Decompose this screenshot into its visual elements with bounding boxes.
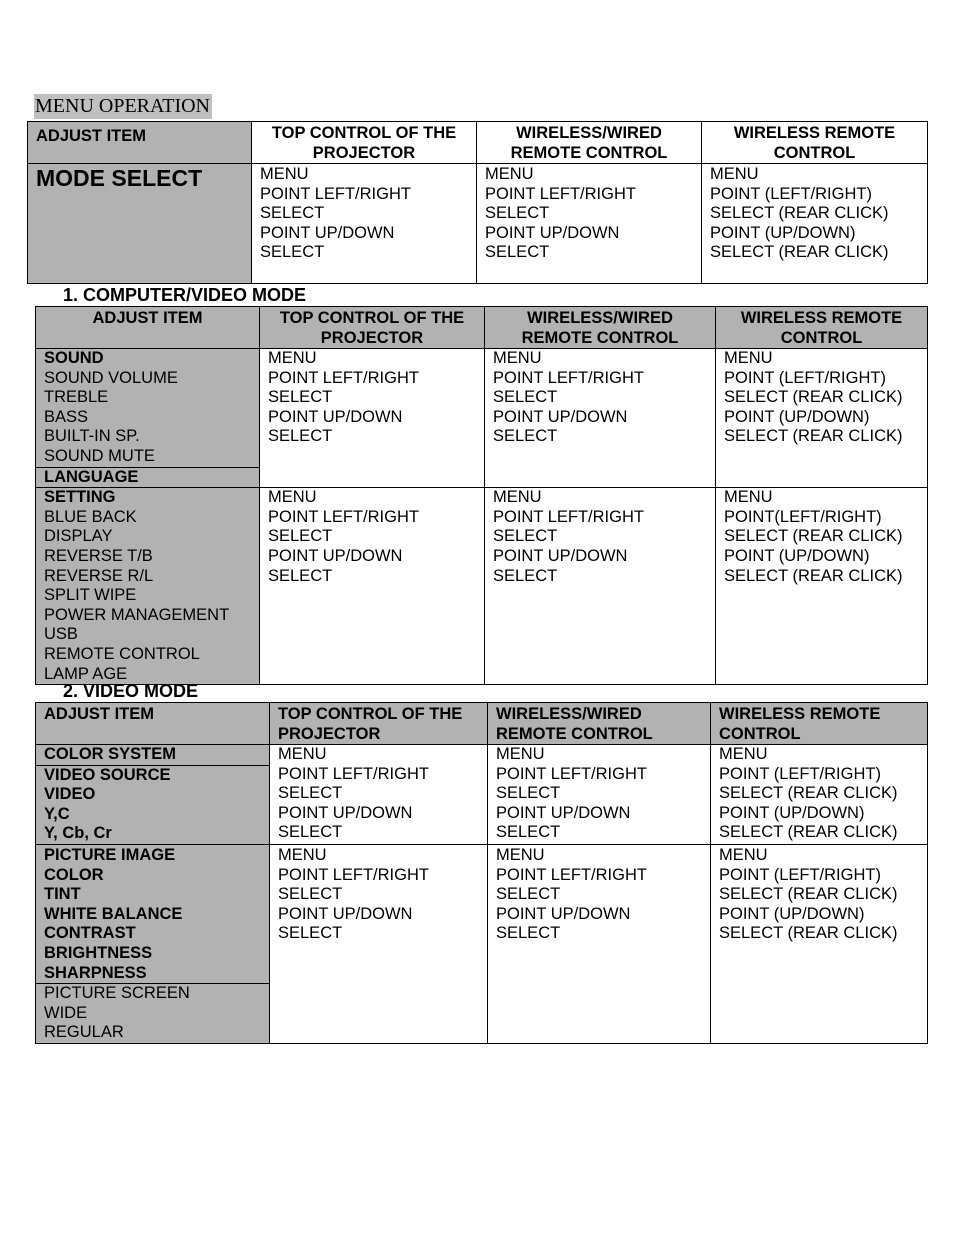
list-item: POINT LEFT/RIGHT [268, 507, 419, 526]
header-wired-remote: WIRELESS/WIRED REMOTE CONTROL [485, 307, 716, 349]
list-item: SOUND VOLUME [44, 368, 178, 387]
list-item: POINT (UP/DOWN) [719, 904, 865, 923]
list-item: SELECT (REAR CLICK) [710, 243, 889, 262]
computer-video-table [35, 306, 928, 685]
list-item: SELECT [496, 823, 561, 842]
list-item: POINT(LEFT/RIGHT) [724, 507, 882, 526]
top-control-cell [270, 745, 488, 845]
list-item: COLOR [44, 865, 104, 884]
list-item: CONTRAST [44, 924, 136, 943]
list-item: MENU [724, 488, 773, 507]
list-item: MENU [724, 349, 773, 367]
list-item: BUILT-IN SP. [44, 427, 140, 446]
header-wired-remote: WIRELESS/WIRED REMOTE CONTROL [488, 703, 711, 745]
list-item: SELECT (REAR CLICK) [719, 924, 898, 943]
wireless-remote-cell [716, 349, 928, 488]
list-item: SELECT [496, 924, 561, 943]
video-mode-table [35, 702, 928, 1044]
list-item: MENU [496, 846, 545, 864]
list-item: SELECT (REAR CLICK) [719, 823, 898, 842]
wired-remote-cell [488, 745, 711, 845]
header-top-control: TOP CONTROL OF THE PROJECTOR [260, 307, 485, 349]
list-item: REVERSE T/B [44, 546, 153, 565]
wired-remote-cell [485, 488, 716, 685]
list-item: MENU [278, 846, 327, 864]
picture-group-cell [36, 845, 270, 1044]
list-item: SELECT [268, 388, 333, 407]
wired-remote-cell [477, 164, 702, 284]
header-top-control: TOP CONTROL OF THE PROJECTOR [270, 703, 488, 745]
wireless-remote-cell [716, 488, 928, 685]
list-item: POINT LEFT/RIGHT [260, 184, 411, 203]
list-item: POINT LEFT/RIGHT [493, 507, 644, 526]
header-wireless-remote: WIRELESS REMOTE CONTROL [716, 307, 928, 349]
mode-select-label: MODE SELECT [36, 165, 203, 191]
list-item: REMOTE CONTROL [44, 644, 200, 663]
list-item: POINT LEFT/RIGHT [493, 368, 644, 387]
wired-remote-cell [488, 845, 711, 1044]
list-item: POINT LEFT/RIGHT [278, 865, 429, 884]
list-item: POINT (LEFT/RIGHT) [724, 368, 886, 387]
adjust-item-cell [28, 164, 252, 284]
list-item: POINT UP/DOWN [260, 223, 395, 242]
list-item: TINT [44, 885, 81, 904]
list-item: MENU [710, 165, 759, 183]
wired-remote-cell [485, 349, 716, 488]
header-wireless-remote: WIRELESS REMOTE CONTROL [702, 122, 928, 164]
list-item: SELECT (REAR CLICK) [719, 885, 898, 904]
list-item: SELECT [278, 885, 343, 904]
list-item: POINT UP/DOWN [268, 546, 403, 565]
list-item: SOUND MUTE [44, 446, 155, 465]
list-item: SELECT [278, 823, 343, 842]
list-item: MENU [485, 165, 534, 183]
section-heading-computer-video: 1. COMPUTER/VIDEO MODE [63, 285, 307, 305]
list-item: SELECT (REAR CLICK) [724, 427, 903, 446]
list-item: SELECT (REAR CLICK) [710, 204, 889, 223]
setting-group-cell [36, 488, 260, 685]
list-item: SPLIT WIPE [44, 586, 137, 605]
top-control-cell [260, 488, 485, 685]
list-item: POINT (UP/DOWN) [710, 223, 856, 242]
list-item: SELECT [278, 784, 343, 803]
color-system-item: COLOR SYSTEM [44, 745, 177, 763]
list-item: MENU [268, 349, 317, 367]
list-item: POINT (LEFT/RIGHT) [719, 764, 881, 783]
list-item: POINT LEFT/RIGHT [496, 865, 647, 884]
header-adjust-item: ADJUST ITEM [36, 703, 270, 745]
list-item: MENU [719, 745, 768, 763]
list-item: Y, Cb, Cr [44, 824, 112, 843]
list-item: MENU [268, 488, 317, 507]
list-item: POINT (LEFT/RIGHT) [710, 184, 872, 203]
list-item: POINT UP/DOWN [268, 407, 403, 426]
list-item: BLUE BACK [44, 507, 137, 526]
list-item: POINT LEFT/RIGHT [496, 764, 647, 783]
list-item: POINT LEFT/RIGHT [278, 764, 429, 783]
top-control-cell [252, 164, 477, 284]
list-item: DISPLAY [44, 527, 113, 546]
list-item: SELECT [493, 388, 558, 407]
header-wired-remote: WIRELESS/WIRED REMOTE CONTROL [477, 122, 702, 164]
sound-group-cell [36, 349, 260, 488]
list-item: POINT LEFT/RIGHT [268, 368, 419, 387]
list-item: TREBLE [44, 388, 109, 407]
picture-image-title: PICTURE IMAGE [44, 846, 176, 864]
list-item: LAMP AGE [44, 664, 128, 683]
wireless-remote-cell [702, 164, 928, 284]
wireless-remote-cell [711, 745, 928, 845]
wireless-remote-cell [711, 845, 928, 1044]
page-title: MENU OPERATION [35, 95, 210, 117]
list-item: POINT UP/DOWN [485, 223, 620, 242]
list-item: POINT UP/DOWN [496, 803, 631, 822]
list-item: MENU [278, 745, 327, 763]
list-item: SELECT [260, 243, 325, 262]
list-item: MENU [493, 488, 542, 507]
picture-screen-title: PICTURE SCREEN [36, 983, 269, 1004]
list-item: SELECT [485, 243, 550, 262]
list-item: POINT LEFT/RIGHT [485, 184, 636, 203]
mode-select-table [27, 121, 928, 284]
header-top-control: TOP CONTROL OF THE PROJECTOR [252, 122, 477, 164]
video-source-title: VIDEO SOURCE [36, 765, 269, 786]
list-item: BASS [44, 407, 89, 426]
list-item: SELECT (REAR CLICK) [719, 784, 898, 803]
list-item: Y,C [44, 804, 70, 823]
list-item: SELECT [493, 427, 558, 446]
language-item: LANGUAGE [36, 467, 259, 488]
header-adjust-item: ADJUST ITEM [28, 122, 252, 164]
header-wireless-remote: WIRELESS REMOTE CONTROL [711, 703, 928, 745]
list-item: SELECT (REAR CLICK) [724, 566, 903, 585]
setting-group-title: SETTING [44, 488, 116, 507]
list-item: POINT UP/DOWN [493, 407, 628, 426]
list-item: VIDEO [44, 785, 96, 804]
list-item: SELECT [260, 204, 325, 223]
list-item: POWER MANAGEMENT [44, 605, 230, 624]
list-item: SELECT [268, 527, 333, 546]
section-heading-video: 2. VIDEO MODE [63, 681, 199, 701]
sound-group-title: SOUND [44, 349, 104, 367]
list-item: POINT (UP/DOWN) [719, 803, 865, 822]
list-item: SELECT [493, 566, 558, 585]
list-item: POINT UP/DOWN [493, 546, 628, 565]
list-item: SELECT [268, 566, 333, 585]
list-item: POINT (UP/DOWN) [724, 546, 870, 565]
list-item: MENU [719, 846, 768, 864]
top-control-cell [260, 349, 485, 488]
list-item: SELECT [268, 427, 333, 446]
list-item: WIDE [44, 1003, 88, 1022]
video-source-group-cell [36, 745, 270, 845]
list-item: SELECT [278, 924, 343, 943]
list-item: POINT UP/DOWN [278, 803, 413, 822]
list-item: REGULAR [44, 1023, 124, 1042]
list-item: MENU [496, 745, 545, 763]
list-item: MENU [493, 349, 542, 367]
list-item: WHITE BALANCE [44, 904, 183, 923]
list-item: MENU [260, 165, 309, 183]
header-adjust-item: ADJUST ITEM [36, 307, 260, 349]
list-item: POINT (UP/DOWN) [724, 407, 870, 426]
list-item: USB [44, 625, 78, 644]
list-item: REVERSE R/L [44, 566, 154, 585]
top-control-cell [270, 845, 488, 1044]
list-item: SELECT (REAR CLICK) [724, 527, 903, 546]
list-item: POINT UP/DOWN [278, 904, 413, 923]
list-item: SHARPNESS [44, 963, 147, 982]
list-item: SELECT [496, 885, 561, 904]
list-item: SELECT [496, 784, 561, 803]
list-item: SELECT [485, 204, 550, 223]
list-item: POINT (LEFT/RIGHT) [719, 865, 881, 884]
list-item: BRIGHTNESS [44, 943, 153, 962]
list-item: POINT UP/DOWN [496, 904, 631, 923]
list-item: SELECT (REAR CLICK) [724, 388, 903, 407]
list-item: SELECT [493, 527, 558, 546]
